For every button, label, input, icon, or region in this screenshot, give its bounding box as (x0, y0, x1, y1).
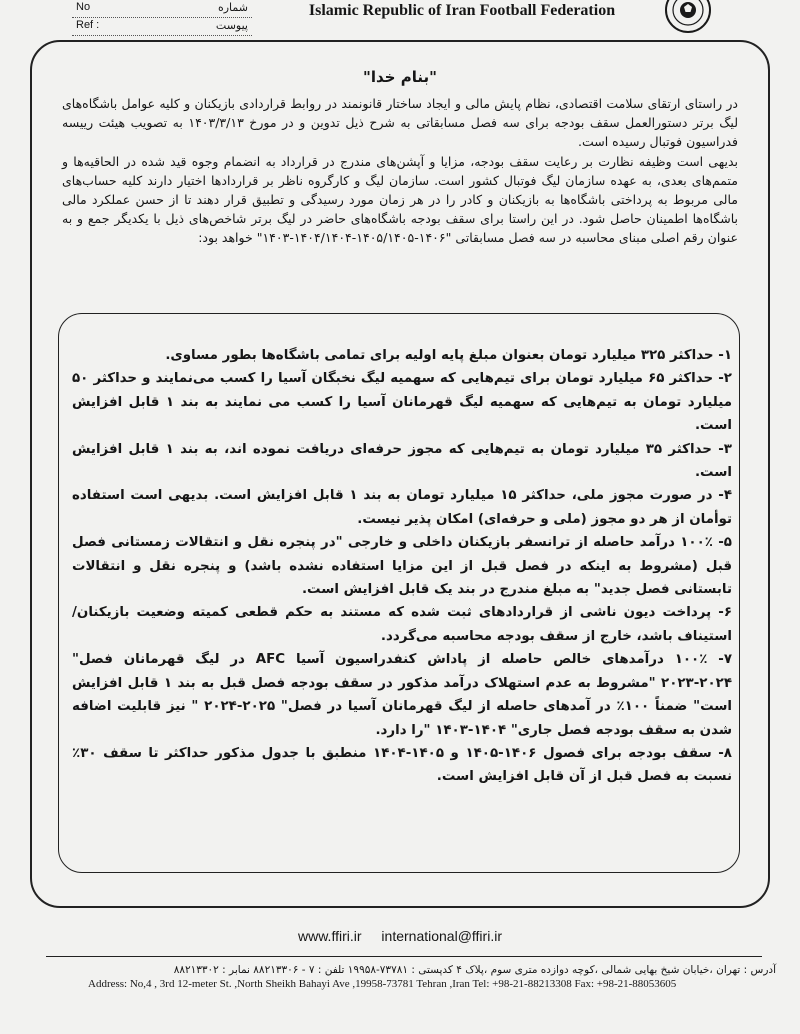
clause-item: ۸- سقف بودجه برای فصول ۱۴۰۶-۱۴۰۵ و ۱۴۰۵-۱۴۰۴ منطبق با جدول مذکور حداکثر تا سقف ۳۰٪ نسبت به فصل قبل از آن قابل افزایش است. (72, 745, 732, 785)
clause-item: ۳- حداکثر ۳۵ میلیارد تومان به تیم‌هایی که مجوز حرفه‌ای دریافت نموده اند، به بند ۱ قابل افزایش است. (72, 441, 732, 481)
number-label: No (76, 1, 91, 13)
federation-title: Islamic Republic of Iran Football Federation (308, 2, 616, 19)
website-link[interactable]: www.ffiri.ir (298, 928, 362, 944)
ref-label: Ref : (76, 19, 100, 31)
clause-item: ۶- پرداخت دیون ناشی از قراردادهای ثبت شده که مستند به حکم قطعی کمیته وضعیت بازیکنان/ استیناف باشد، خارج از سقف بودجه محاسبه می‌گردد. (72, 605, 732, 644)
ffiri-emblem-icon (664, 0, 712, 34)
address-fa: آدرس : تهران ،خیابان شیخ بهایی شمالی ،کوچه دوازده متری سوم ،پلاک ۴ کدپستی : ۷۳۷۸۱-۱۹۹۵۸ تلفن : ۷ - ۸۸۲۱۳۳۰۶ نمابر : ۸۸۲۱۳۳۰۲ (173, 964, 776, 976)
number-row (72, 0, 252, 18)
footer-divider (46, 956, 762, 957)
clause-item: ۴- در صورت مجوز ملی، حداکثر ۱۵ میلیارد تومان به بند ۱ قابل افزایش است. بدیهی است استفاده توأمان از هر دو مجوز (ملی و حرفه‌ای) امکان پذیر نیست. (72, 488, 733, 527)
number-label-fa: شماره (217, 1, 248, 14)
ref-label-fa: پیوست (215, 19, 248, 32)
intro-text (62, 94, 738, 248)
clause-item: ۱- حداکثر ۳۲۵ میلیارد تومان بعنوان مبلغ پایه اولیه برای تمامی باشگاه‌ها بطور مساوی. (165, 348, 732, 363)
intro-paragraph: در راستای ارتقای سلامت اقتصادی، نظام پایش مالی و ایجاد ساختار قانونمند در روابط قراردادی بازیکنان و کلیه عوامل باشگاه‌های لیگ برتر دستورالعمل سقف بودجه برای سه فصل مسابقاتی به شرح ذیل تدوین و در مورخ ۱۴۰۳/۳/۱۳ به تصویب هیئت رییسه فدراسیون فوتبال رسیده است. (62, 96, 738, 150)
footer-links (0, 928, 800, 944)
clause-item: ۲- حداکثر ۶۵ میلیارد تومان برای تیم‌هایی که سهمیه لیگ نخبگان آسیا را کسب می‌نمایند و حداکثر ۵۰ میلیارد تومان به تیم‌هایی که سهمیه لیگ قهرمانان آسیا را کسب می نمایند به بند ۱ قابل افزایش است. (72, 371, 732, 434)
address-en: Address: No,4 , 3rd 12-meter St. ,North Sheikh Bahayi Ave ,19958-73781 Tehran ,Iran Tel: +98-21-88213308 Fax: +98-21-88053605 (88, 978, 677, 990)
reference-block (72, 0, 252, 36)
clause-item: ۷- ۱۰۰٪ درآمدهای خالص حاصله از پاداش کنفدراسیون آسیا AFC در لیگ قهرمانان فصل" ۲۰۲۴-۲۰۲۳ "مشروط به عدم استهلاک درآمد مذکور در سقف بودجه فصل قبل به بند ۱ قابل افزایش است" ضمناً ۱۰۰٪ در آمدهای حاصله از لیگ قهرمانان آسیا در فصل" ۲۰۲۵-۲۰۲۴ " نیز قابلیت اضافه شدن به سقف بودجه فصل جاری" ۱۴۰۴-۱۴۰۳ "را دارد. (72, 652, 733, 738)
letter-heading: "بنام خدا" (363, 68, 437, 86)
clause-item: ۵- ۱۰۰٪ درآمد حاصله از ترانسفر بازیکنان داخلی و خارجی "در پنجره نقل و انتقالات زمستانی فصل قبل (مشروط به اینکه در فصل قبل از این مزایا استفاده نشده باشد) و پنجره نقل و انتقالات تابستانی فصل جدید" به مبلغ مندرج در بند یک قابل افزایش است. (72, 535, 732, 598)
email-link[interactable]: international@ffiri.ir (381, 928, 502, 944)
clauses-list (72, 344, 732, 789)
intro-paragraph: بدیهی است وظیفه نظارت بر رعایت سقف بودجه، مزایا و آپشن‌های مندرج در قرارداد به انضمام وجوه قید شده در الحاقیه‌ها و متمم‌های بعدی، به عهده سازمان لیگ فوتبال کشور است. سازمان لیگ و کارگروه ناظر بر قراردادها اختیار دارند کلیه حساب‌های مالی مربوط به پرداختی باشگاه‌ها به بازیکنان و کادر را در هر زمان مورد رسیدگی و تطبیق قرار دهند تا از حسن عملکرد مالی باشگاه‌ها اطمینان حاصل شود. در این راستا برای سقف بودجه باشگاه‌های حاضر در لیگ برتر شاخص‌های ذیل با یکدیگر جمع و به عنوان رقم اصلی مبنای محاسبه در سه فصل مسابقاتی "۱۴۰۶-۱۴۰۵/۱۴۰۵-۱۴۰۴/۱۴۰۴-۱۴۰۳" خواهد بود: (62, 153, 738, 246)
ref-row (72, 18, 252, 36)
